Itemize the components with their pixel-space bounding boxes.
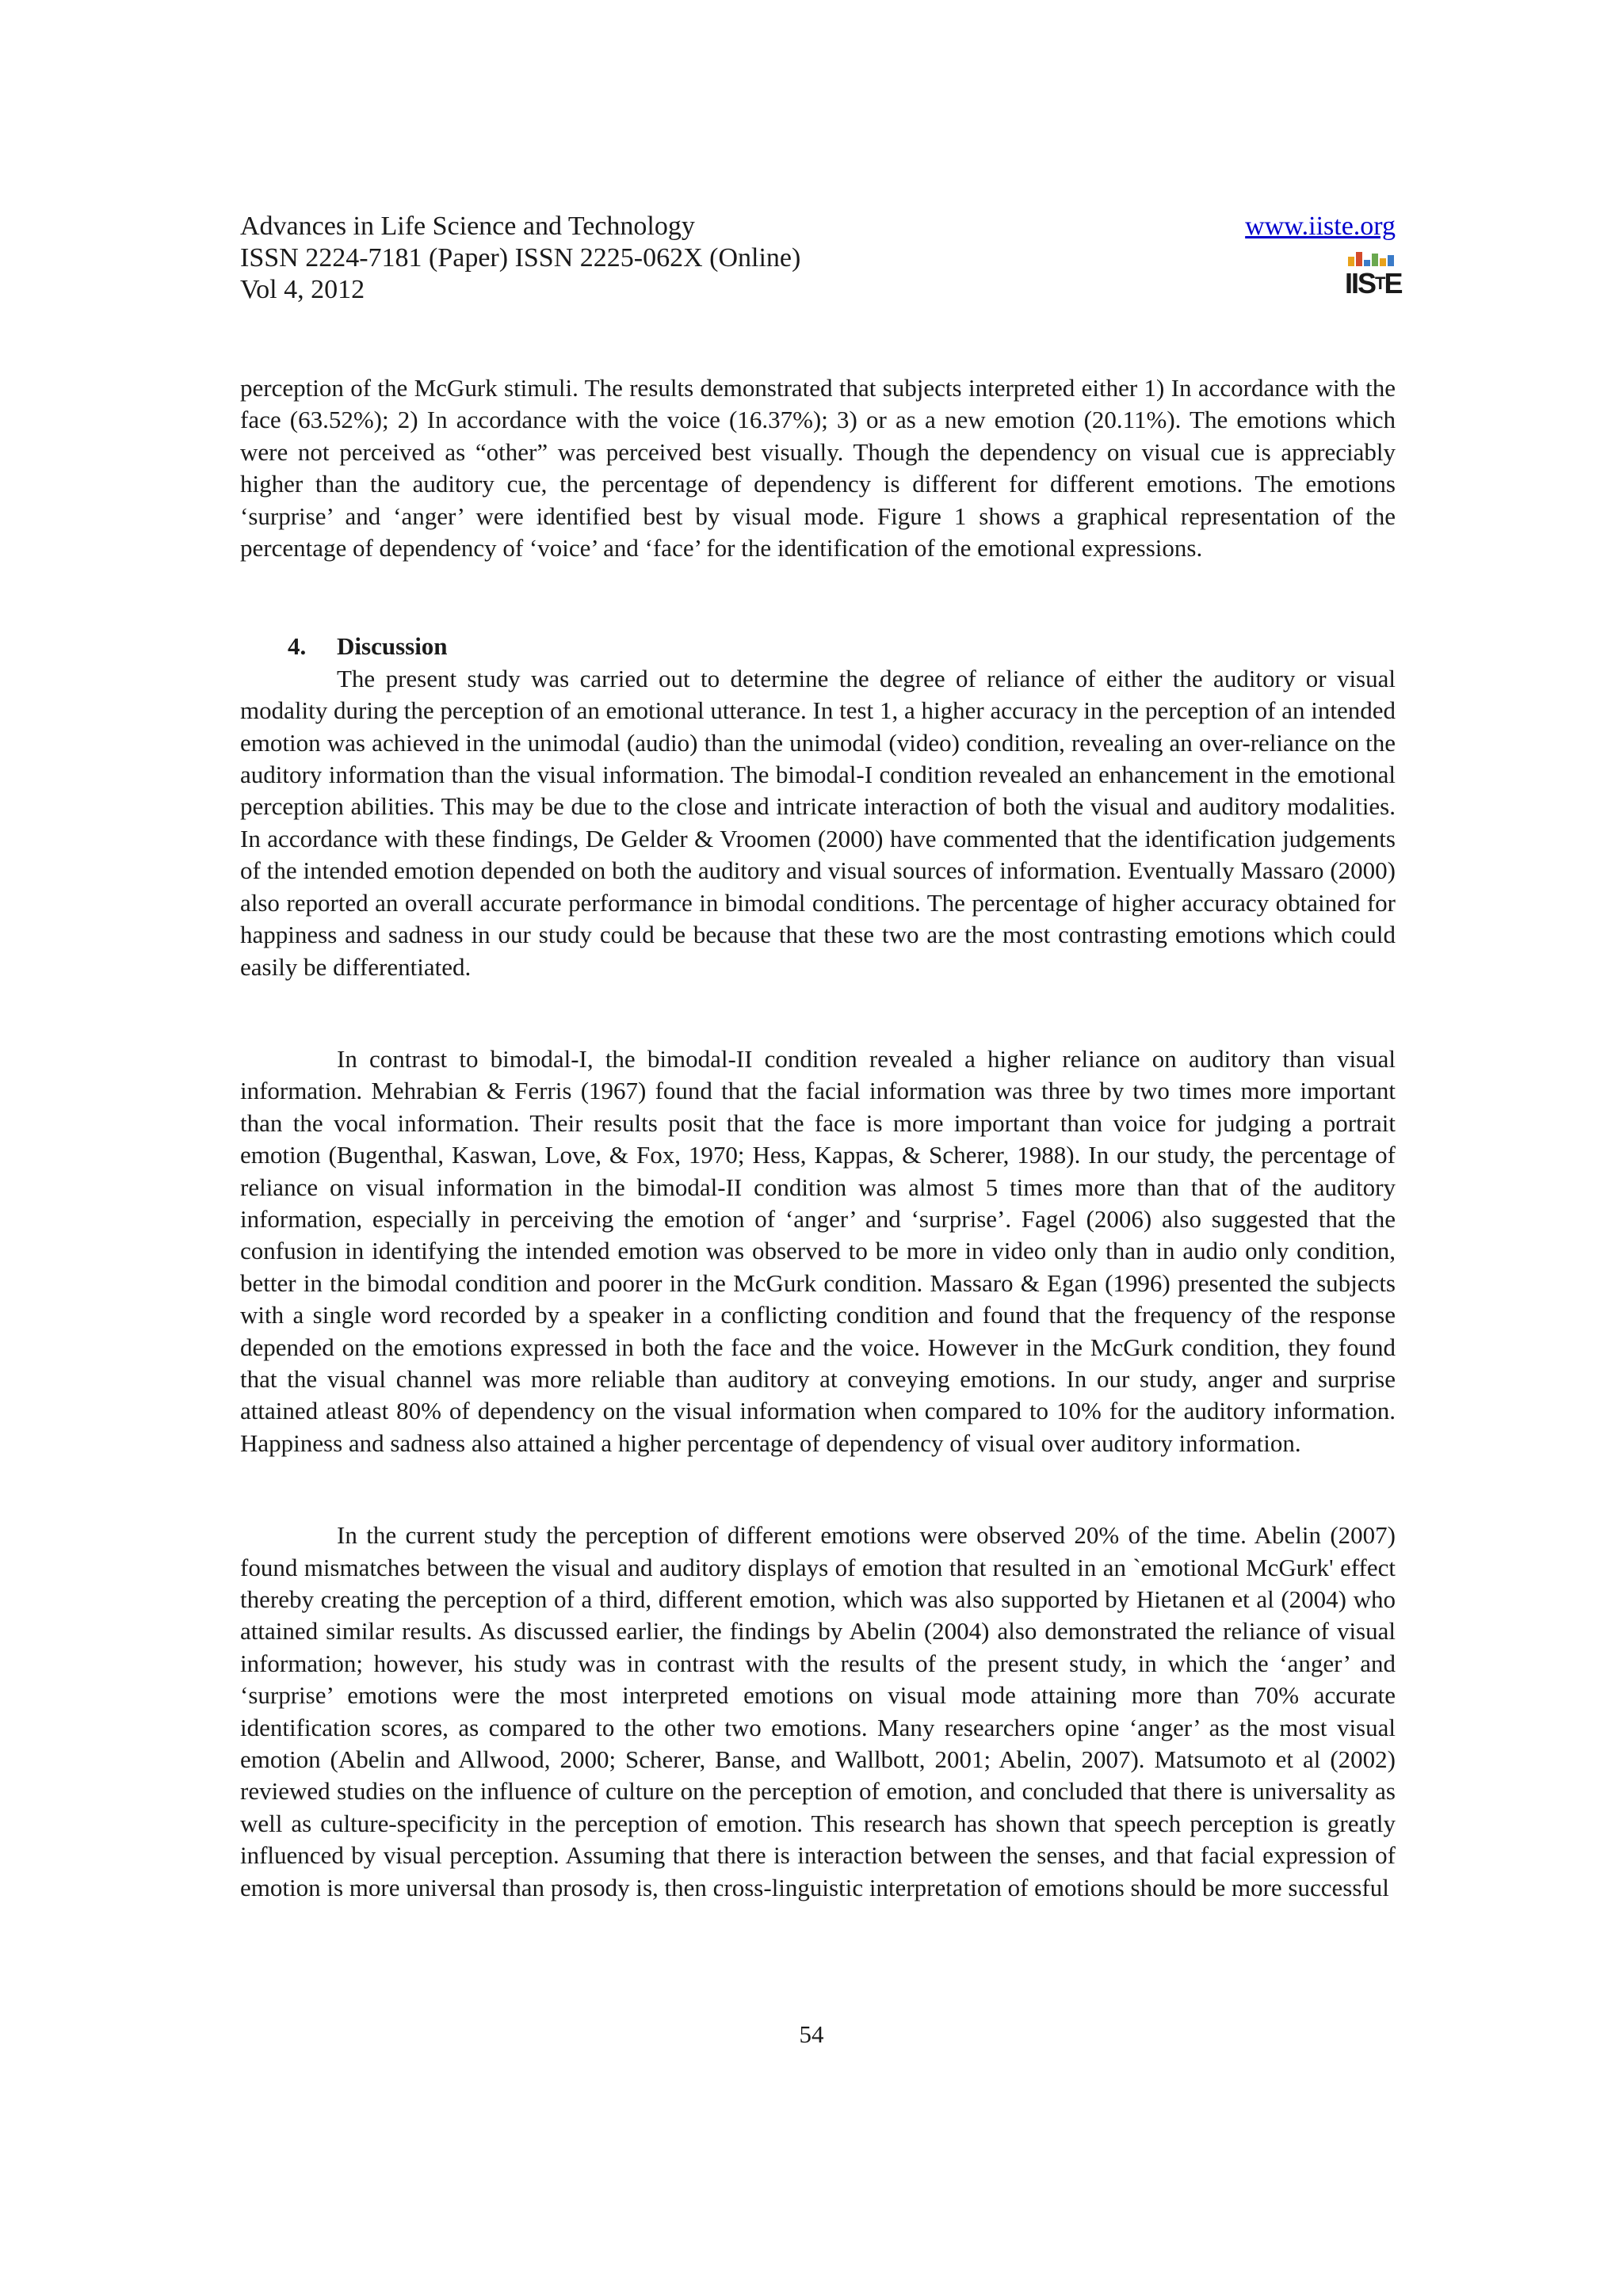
section-heading — [240, 631, 1396, 662]
logo-text-post: E — [1384, 267, 1402, 299]
journal-info — [240, 211, 1396, 306]
logo-wordmark — [1345, 267, 1402, 299]
discussion-paragraph-2: In contrast to bimodal-I, the bimodal-II condition revealed a higher reliance on auditory than visual information. Mehrabian & Ferris (1967) found that the facial information was three by two times more important than the vocal information. Their results posit that the face is more important than voice for judging a portrait emotion (Bugenthal, Kaswan, Love, & Fox, 1970; Hess, Kappas, & Scherer, 1988). In our study, the percentage of reliance on visual information in the bimodal-II condition was almost 5 times more than that of the auditory information, especially in perceiving the emotion of ‘anger’ and ‘surprise’. Fagel (2006) also suggested that the confusion in identifying the intended emotion was observed to be more in video only than in audio only condition, better in the bimodal condition and poorer in the McGurk condition. Massaro & Egan (1996) presented the subjects with a single word recorded by a speaker in a conflicting condition and found that the frequency of the response depended on the emotions expressed in both the face and the voice. However in the McGurk condition, they found that the visual channel was more reliable than auditory at conveying emotions. In our study, anger and surprise attained atleast 80% of dependency on the visual information when compared to 10% for the auditory information. Happiness and sadness also attained a higher percentage of dependency of visual over auditory information. — [240, 1044, 1396, 1457]
page-header — [240, 211, 1402, 306]
discussion-paragraph-1: The present study was carried out to determine the degree of reliance of either the auditory or visual modality during the perception of an emotional utterance. In test 1, a higher accuracy in the perception of an intended emotion was achieved in the unimodal (audio) than the unimodal (video) condition, revealing an over-reliance on the auditory information than the visual information. The bimodal-I condition revealed an enhancement in the emotional perception abilities. This may be due to the close and intricate interaction of both the visual and auditory modalities. In accordance with these findings, De Gelder & Vroomen (2000) have commented that the identification judgements of the intended emotion depended on both the auditory and visual sources of information. Eventually Massaro (2000) also reported an overall accurate performance in bimodal conditions. The percentage of higher accuracy obtained for happiness and sadness in our study could be because that these two are the most contrasting emotions which could easily be differentiated. — [240, 664, 1396, 981]
logo-bar — [1348, 257, 1354, 266]
iiste-logo-icon — [1345, 249, 1402, 304]
logo-bars — [1348, 250, 1392, 266]
logo-bar — [1380, 258, 1386, 266]
logo-bar — [1356, 252, 1362, 266]
section-title: Discussion — [337, 632, 448, 661]
journal-issn: ISSN 2224-7181 (Paper) ISSN 2225-062X (Online) — [240, 243, 801, 273]
journal-title: Advances in Life Science and Technology — [240, 212, 695, 241]
logo-bar — [1372, 254, 1378, 266]
section-number: 4. — [288, 632, 307, 661]
discussion-paragraph-3: In the current study the perception of different emotions were observed 20% of the time. Abelin (2007) found mismatches between the visual and auditory displays of emotion that resulted in an `emotional McGurk' effect thereby creating the perception of a third, different emotion, which was also supported by Hietanen et al (2004) who attained similar results. As discussed earlier, the findings by Abelin (2004) also demonstrated the reliance of visual information; however, his study was in contrast with the results of the present study, in which the ‘anger’ and ‘surprise’ emotions were the most interpreted emotions on visual mode attaining more than 70% accurate identification scores, as compared to the other two emotions. Many researchers opine ‘anger’ as the most visual emotion (Abelin and Allwood, 2000; Scherer, Banse, and Wallbott, 2001; Abelin, 2007). Matsumoto et al (2002) reviewed studies on the influence of culture on the perception of emotion, and concluded that there is universality as well as culture-specificity in the perception of emotion. This research has shown that speech perception is greatly influenced by visual perception. Assuming that there is interaction between the senses, and that facial expression of emotion is more universal than prosody is, then cross-linguistic interpretation of emotions should be more successful — [240, 1521, 1396, 1901]
logo-text-t: T — [1375, 273, 1384, 293]
results-paragraph: perception of the McGurk stimuli. The results demonstrated that subjects interpreted either 1) In accordance with the face (63.52%); 2) In accordance with the voice (16.37%); 3) or as a new emotion (20.11%). The emotions which were not perceived as “other” was perceived best visually. Though the dependency on visual cue is appreciably higher than the auditory cue, the percentage of dependency is different for different emotions. The emotions ‘surprise’ and ‘anger’ were identified best by visual mode. Figure 1 shows a graphical representation of the percentage of dependency of ‘voice’ and ‘face’ for the identification of the emotional expressions. — [240, 374, 1396, 563]
page-number: 54 — [799, 2020, 824, 2048]
logo-text-pre: IIS — [1345, 267, 1376, 299]
website-link[interactable]: www.iiste.org — [1245, 212, 1396, 241]
logo-bar — [1364, 260, 1370, 266]
journal-volume: Vol 4, 2012 — [240, 275, 365, 304]
article-body — [240, 372, 1396, 1904]
logo-bar — [1388, 255, 1394, 266]
